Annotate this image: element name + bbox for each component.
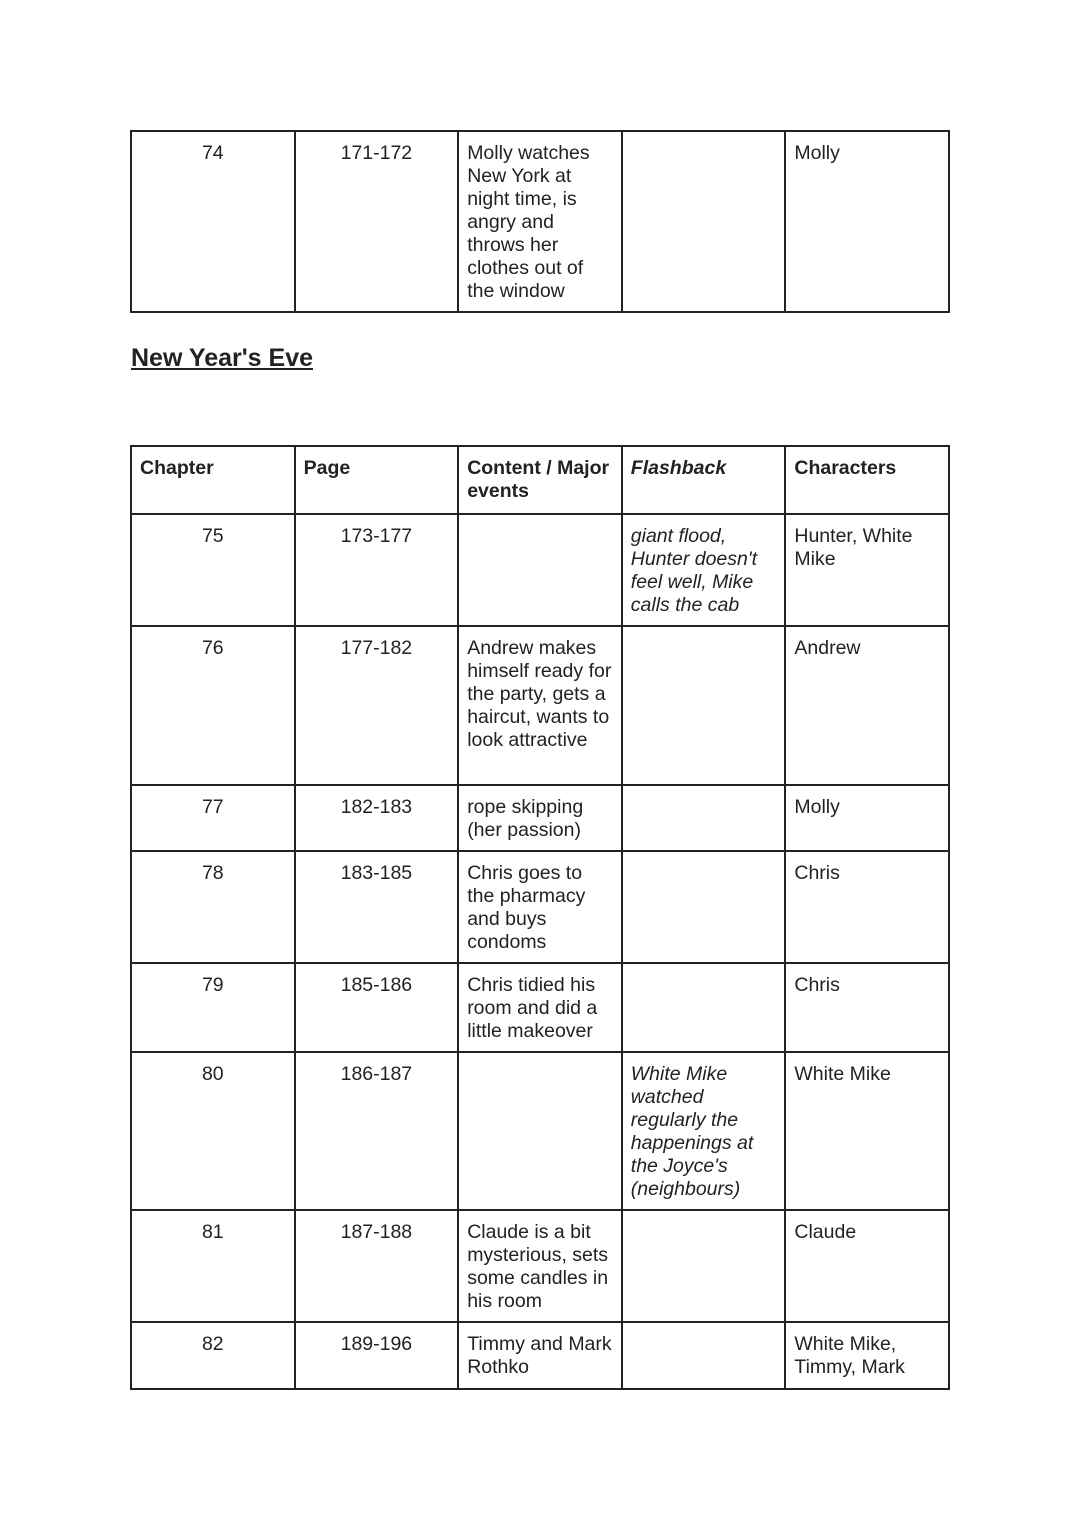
cell-flashback (622, 851, 786, 963)
cell-flashback (622, 626, 786, 785)
header-chapter: Chapter (131, 446, 295, 514)
table-row (131, 1322, 949, 1389)
cell-chapter: 78 (131, 851, 295, 963)
cell-content: Timmy and Mark Rothko (458, 1322, 622, 1389)
cell-characters: Claude (785, 1210, 949, 1322)
cell-content: Andrew makes himself ready for the party, gets a haircut, wants to look attractive (458, 626, 622, 785)
table-row (131, 1052, 949, 1210)
cell-chapter: 82 (131, 1322, 295, 1389)
cell-page: 182-183 (295, 785, 459, 851)
header-content: Content / Major events (458, 446, 622, 514)
cell-characters: Chris (785, 851, 949, 963)
chapter-table-top (130, 130, 950, 313)
cell-page: 183-185 (295, 851, 459, 963)
cell-chapter: 80 (131, 1052, 295, 1210)
cell-content: rope skipping (her passion) (458, 785, 622, 851)
table-row (131, 626, 949, 785)
header-row (131, 446, 949, 514)
table-row (131, 851, 949, 963)
cell-content: Chris tidied his room and did a little makeover (458, 963, 622, 1052)
cell-page: 177-182 (295, 626, 459, 785)
cell-content: Molly watches New York at night time, is angry and throws her clothes out of the window (458, 131, 622, 312)
cell-characters: Andrew (785, 626, 949, 785)
cell-page: 186-187 (295, 1052, 459, 1210)
cell-characters: Chris (785, 963, 949, 1052)
cell-flashback: White Mike watched regularly the happenings at the Joyce's (neighbours) (622, 1052, 786, 1210)
cell-content: Claude is a bit mysterious, sets some candles in his room (458, 1210, 622, 1322)
cell-page: 173-177 (295, 514, 459, 626)
header-flashback: Flashback (622, 446, 786, 514)
cell-chapter: 81 (131, 1210, 295, 1322)
table-row (131, 131, 949, 312)
header-page: Page (295, 446, 459, 514)
cell-page: 185-186 (295, 963, 459, 1052)
cell-flashback (622, 1210, 786, 1322)
cell-content: Chris goes to the pharmacy and buys condoms (458, 851, 622, 963)
cell-characters: White Mike, Timmy, Mark (785, 1322, 949, 1389)
cell-flashback (622, 1322, 786, 1389)
table-row (131, 514, 949, 626)
cell-page: 187-188 (295, 1210, 459, 1322)
cell-characters: White Mike (785, 1052, 949, 1210)
chapter-table-new-years-eve (130, 445, 950, 1390)
section-heading: New Year's Eve (131, 344, 314, 372)
cell-characters: Molly (785, 131, 949, 312)
cell-characters: Hunter, White Mike (785, 514, 949, 626)
cell-chapter: 74 (131, 131, 295, 312)
cell-content (458, 514, 622, 626)
cell-flashback (622, 131, 786, 312)
cell-page: 189-196 (295, 1322, 459, 1389)
cell-chapter: 79 (131, 963, 295, 1052)
table-row (131, 963, 949, 1052)
cell-content (458, 1052, 622, 1210)
cell-flashback (622, 785, 786, 851)
cell-flashback (622, 963, 786, 1052)
header-characters: Characters (785, 446, 949, 514)
table-row (131, 1210, 949, 1322)
cell-page: 171-172 (295, 131, 459, 312)
cell-chapter: 75 (131, 514, 295, 626)
table-row (131, 785, 949, 851)
cell-chapter: 76 (131, 626, 295, 785)
cell-chapter: 77 (131, 785, 295, 851)
cell-flashback: giant flood, Hunter doesn't feel well, Mike calls the cab (622, 514, 786, 626)
cell-characters: Molly (785, 785, 949, 851)
